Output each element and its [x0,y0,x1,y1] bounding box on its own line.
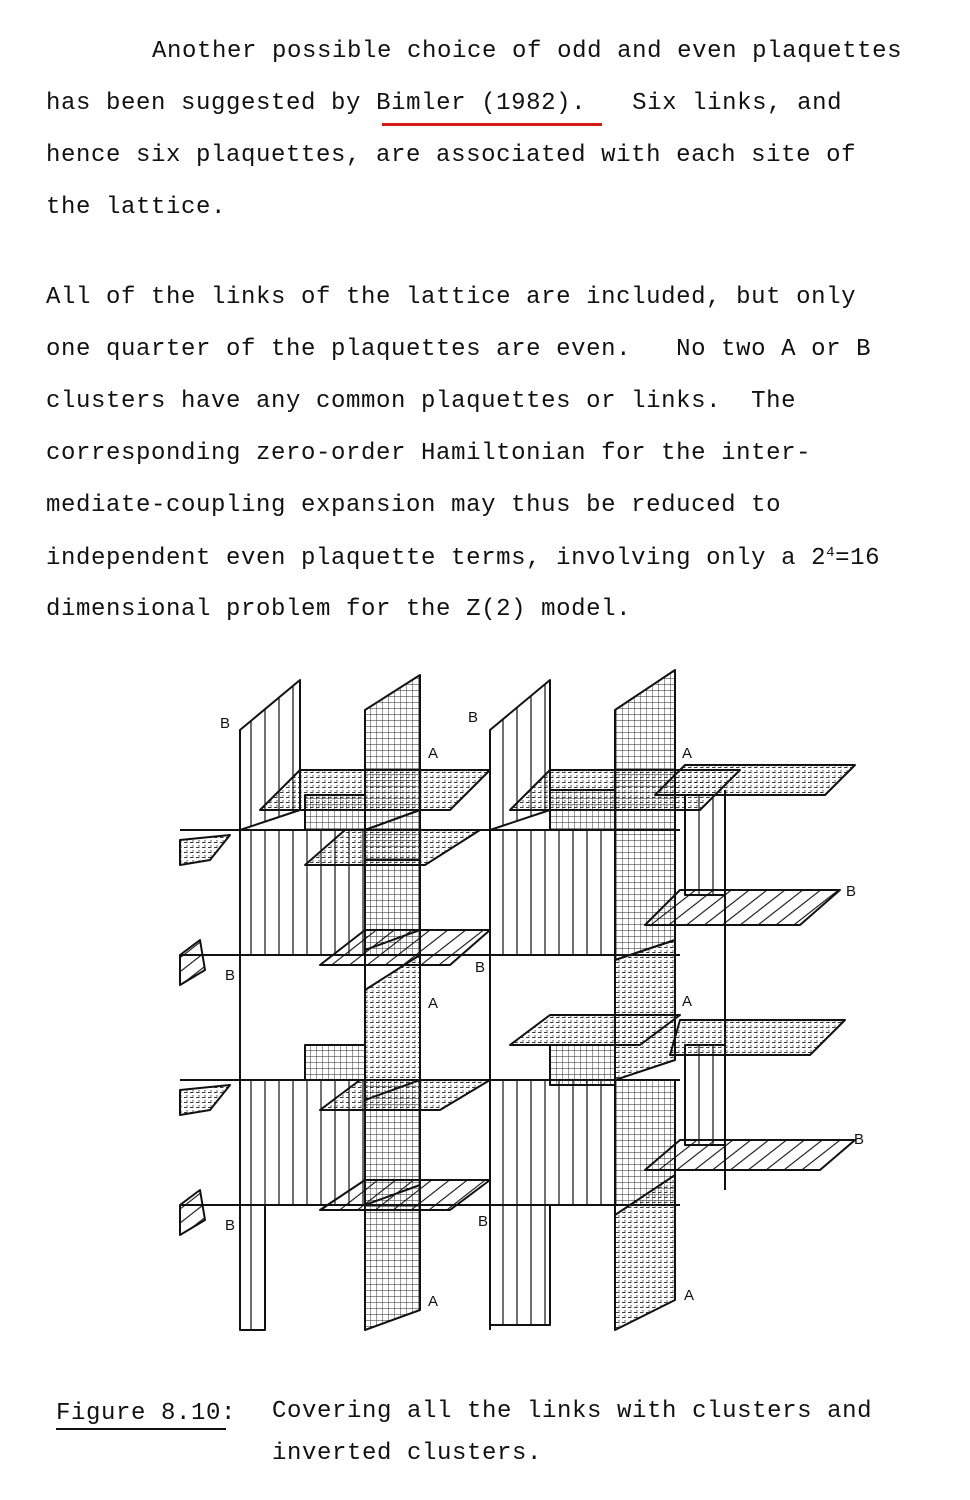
fig-label-a-top-mid: A [428,745,439,762]
grid-sq-1 [305,795,365,830]
tall-panel-b1 [240,680,300,830]
para2-line3: clusters have any common plaquettes or links. The [46,388,797,415]
fig-label-b-top-mid: B [468,709,479,726]
para1-line4: the lattice. [46,194,227,221]
fig-label-b-center-low: B [478,1213,489,1230]
para2-line7: dimensional problem for the Z(2) model. [46,596,632,623]
fig-label-a-top-right: A [682,745,693,762]
para1-line2-prefix: has been suggested by [46,90,377,117]
para1-line1: Another possible choice of odd and even plaquettes [152,38,903,65]
citation-underline [382,123,602,126]
slab-top-right [655,765,855,795]
panel-v-8 [685,1045,725,1145]
fig-label-a-right-mid: A [682,993,693,1010]
para2-line6-suffix: =16 [835,545,881,572]
stub-diag-left-2 [180,1190,205,1235]
slab-dash-3 [670,1020,845,1055]
para1-line2-suffix: Six links, and [632,90,843,117]
stub-dash-left-1 [180,835,230,865]
fig-label-a-bottom-mid: A [428,1293,439,1310]
para2-line6 [46,546,880,571]
para2-line4: corresponding zero-order Hamiltonian for the inter- [46,440,812,467]
fig-label-b-top-left: B [220,715,231,732]
panel-v-7 [685,795,725,895]
para2-line1: All of the links of the lattice are included, but only [46,284,857,311]
tall-panel-a1 [365,675,420,830]
para1-line2 [46,92,842,116]
slab-diag-2 [645,890,840,925]
stub-diag-left-1 [180,940,205,985]
panel-v-4 [490,1080,615,1205]
para2-line2: one quarter of the plaquettes are even. No two A or B [46,336,872,363]
dash-panel-a3 [365,955,420,1100]
tall-panel-b2 [490,680,550,830]
fig-label-b-center-mid: B [475,959,486,976]
bimler-citation: Bimler (1982). [376,90,587,117]
lattice-cluster-figure [160,660,880,1350]
grid-sq-4 [550,1045,615,1085]
panel-v-5 [240,1205,265,1330]
para2-line6-prefix: independent even plaquette terms, involving only a 2 [46,545,827,572]
caption-label: Figure 8.10: [56,1400,237,1427]
caption-label-underline [56,1428,226,1430]
fig-label-b-right-lower: B [854,1131,865,1148]
fig-label-b-right-upper: B [846,883,857,900]
panel-v-6 [490,1205,550,1325]
caption-line2: inverted clusters. [272,1440,543,1467]
panel-v-2 [490,830,615,955]
grid-sq-3 [305,1045,365,1080]
para1-line3: hence six plaquettes, are associated with each site of [46,142,857,169]
fig-label-b-left-low: B [225,1217,236,1234]
fig-label-a-bottom-right: A [684,1287,695,1304]
slab-diag-3 [645,1140,855,1170]
stub-dash-left-2 [180,1085,230,1115]
grid-sq-2 [550,790,615,830]
caption-line1: Covering all the links with clusters and [272,1398,873,1425]
fig-label-a-center-mid: A [428,995,439,1012]
exponent: 4 [826,545,836,561]
fig-label-b-left-mid: B [225,967,236,984]
para2-line5: mediate-coupling expansion may thus be reduced to [46,492,782,519]
dash-right-mid [615,940,675,1080]
